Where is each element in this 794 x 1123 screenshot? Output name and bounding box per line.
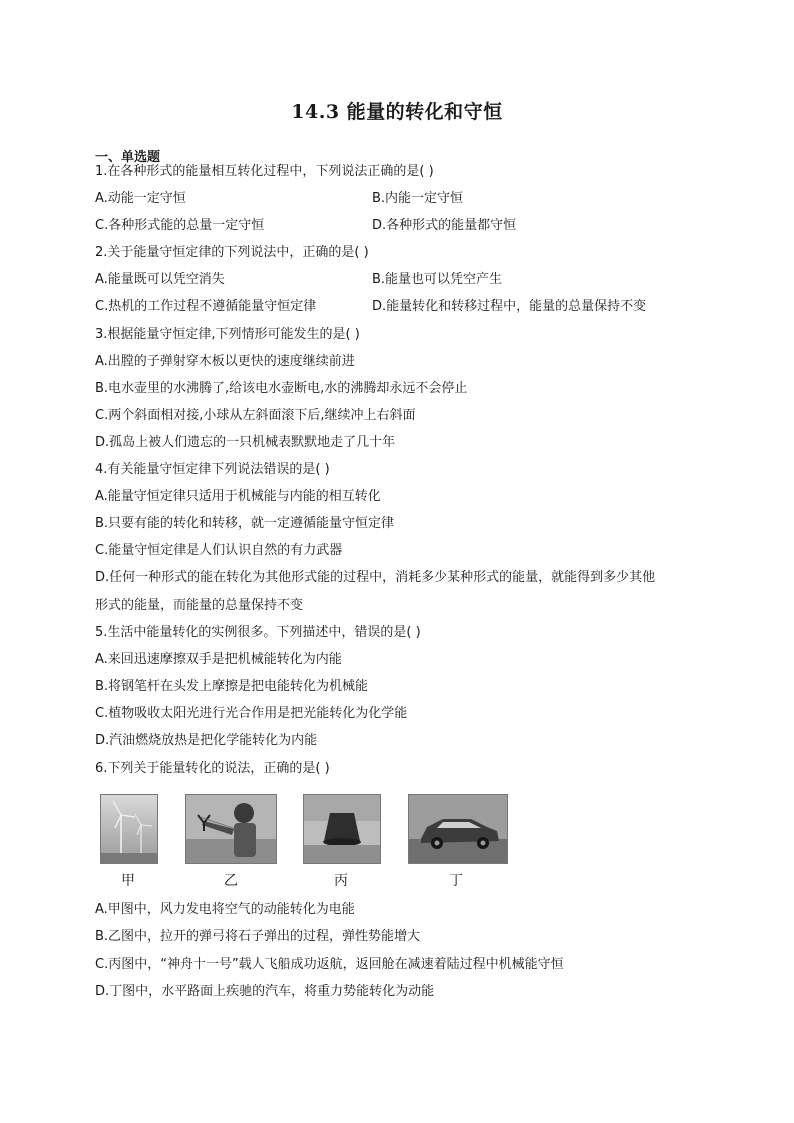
question-4-option-b: B.只要有能的转化和转移，就一定遵循能量守恒定律 xyxy=(95,516,395,531)
question-2-option-c: C.热机的工作过程不遵循能量守恒定律 xyxy=(95,299,317,314)
question-1-option-d: D.各种形式的能量都守恒 xyxy=(372,218,517,233)
question-5-option-c: C.植物吸收太阳光进行光合作用是把光能转化为化学能 xyxy=(95,706,408,721)
question-3-option-a: A.出膛的子弹射穿木板以更快的速度继续前进 xyxy=(95,354,355,369)
question-4-option-d-continued: 形式的能量，而能量的总量保持不变 xyxy=(95,598,304,613)
question-6-figures xyxy=(95,794,515,894)
question-5-option-a: A.来回迅速摩擦双手是把机械能转化为内能 xyxy=(95,652,342,667)
question-4-option-d: D.任何一种形式的能在转化为其他形式能的过程中，消耗多少某种形式的能量，就能得到多少其他 xyxy=(95,570,656,585)
question-1-option-b: B.内能一定守恒 xyxy=(372,191,464,206)
wind-turbine-image xyxy=(100,794,158,864)
question-6-option-d: D.丁图中，水平路面上疾驰的汽车，将重力势能转化为动能 xyxy=(95,984,435,999)
question-6-stem: 6.下列关于能量转化的说法，正确的是( ) xyxy=(95,761,330,776)
figure-caption-yi: 乙 xyxy=(224,873,238,889)
question-3-option-c: C.两个斜面相对接,小球从左斜面滚下后,继续冲上右斜面 xyxy=(95,408,416,423)
question-5-option-b: B.将钢笔杆在头发上摩擦是把电能转化为机械能 xyxy=(95,679,369,694)
question-6-option-a: A.甲图中，风力发电将空气的动能转化为电能 xyxy=(95,902,355,917)
question-3-option-b: B.电水壶里的水沸腾了,给该电水壶断电,水的沸腾却永远不会停止 xyxy=(95,381,468,396)
question-2-option-b: B.能量也可以凭空产生 xyxy=(372,272,503,287)
question-1-option-c: C.各种形式能的总量一定守恒 xyxy=(95,218,265,233)
figure-caption-jia: 甲 xyxy=(121,873,135,889)
question-5-stem: 5.生活中能量转化的实例很多。下列描述中，错误的是( ) xyxy=(95,625,421,640)
question-3-option-d: D.孤岛上被人们遗忘的一只机械表默默地走了几十年 xyxy=(95,435,396,450)
car-image xyxy=(408,794,508,864)
figure-caption-ding: 丁 xyxy=(449,873,463,889)
section-heading: 一、单选题 xyxy=(95,150,161,165)
slingshot-image xyxy=(185,794,277,864)
question-1-stem: 1.在各种形式的能量相互转化过程中，下列说法正确的是( ) xyxy=(95,164,434,179)
question-4-stem: 4.有关能量守恒定律下列说法错误的是( ) xyxy=(95,462,330,477)
question-2-option-d: D.能量转化和转移过程中，能量的总量保持不变 xyxy=(372,299,647,314)
question-6-option-c: C.丙图中，“神舟十一号”载人飞船成功返航，返回舱在减速着陆过程中机械能守恒 xyxy=(95,957,564,972)
question-3-stem: 3.根据能量守恒定律,下列情形可能发生的是( ) xyxy=(95,327,360,342)
page-title: 14.3 能量的转化和守恒 xyxy=(291,101,503,123)
return-capsule-image xyxy=(303,794,381,864)
question-2-option-a: A.能量既可以凭空消失 xyxy=(95,272,225,287)
question-6-option-b: B.乙图中，拉开的弹弓将石子弹出的过程，弹性势能增大 xyxy=(95,929,421,944)
question-1-option-a: A.动能一定守恒 xyxy=(95,191,186,206)
question-4-option-c: C.能量守恒定律是人们认识自然的有力武器 xyxy=(95,543,343,558)
question-5-option-d: D.汽油燃烧放热是把化学能转化为内能 xyxy=(95,733,318,748)
figure-caption-bing: 丙 xyxy=(334,873,348,889)
question-2-stem: 2.关于能量守恒定律的下列说法中，正确的是( ) xyxy=(95,245,369,260)
question-4-option-a: A.能量守恒定律只适用于机械能与内能的相互转化 xyxy=(95,489,381,504)
